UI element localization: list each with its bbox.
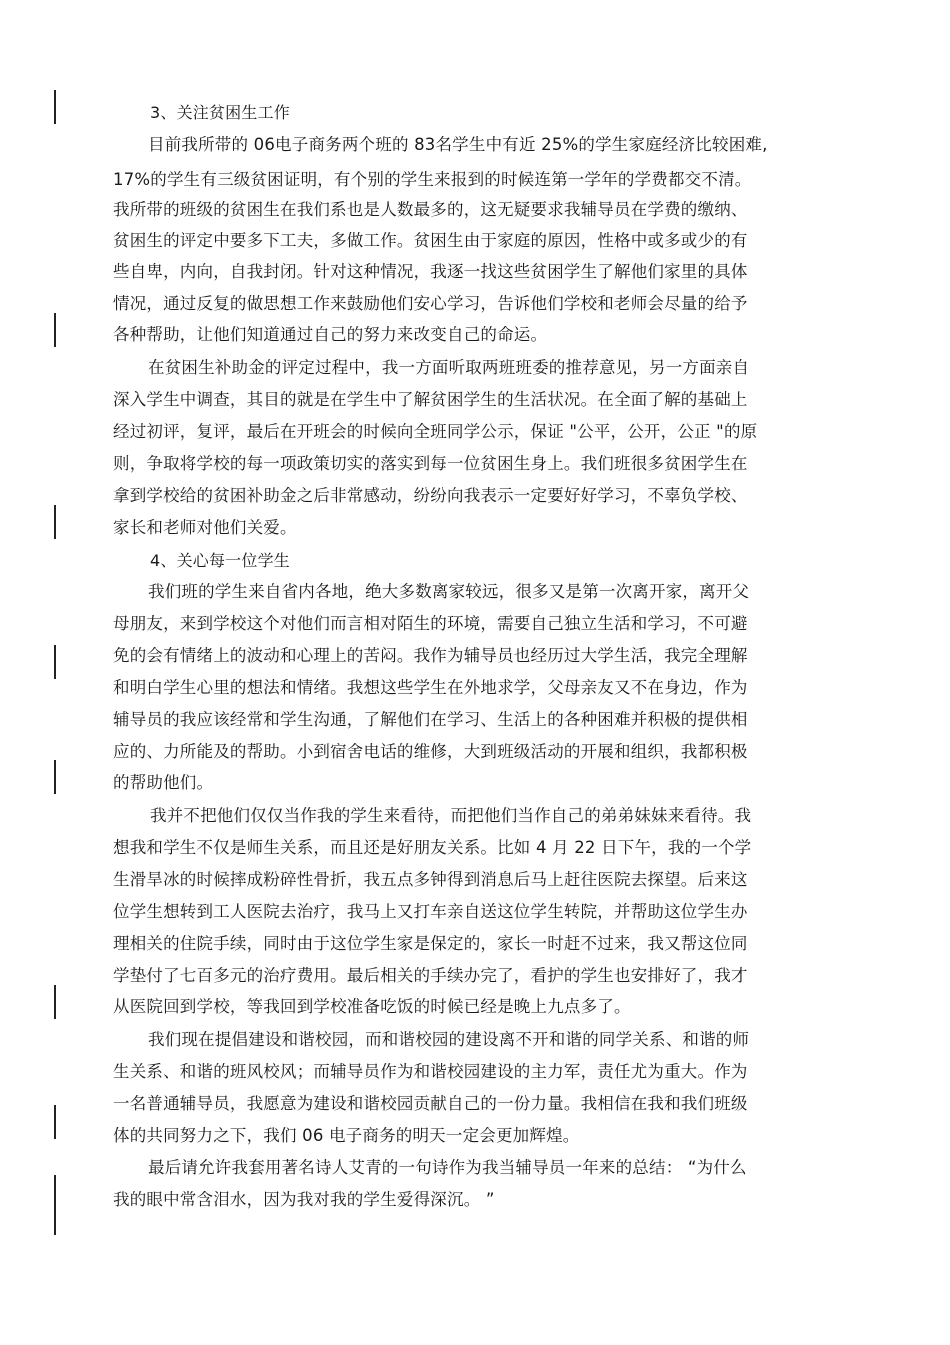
paragraph-line: 最后请允许我套用著名诗人艾青的一句诗作为我当辅导员一年来的总结： “为什么	[148, 1158, 747, 1177]
paragraph-line: 目前我所带的 06电子商务两个班的 83名学生中有近 25%的学生家庭经济比较困难,	[148, 135, 768, 154]
paragraph-line: 理相关的住院手续，同时由于这位学生家是保定的，家长一时赶不过来，我又帮这位同	[113, 934, 748, 953]
margin-mark	[54, 1105, 56, 1139]
paragraph-line: 则，争取将学校的每一项政策切实的落实到每一位贫困生身上。我们班很多贫困学生在	[113, 454, 748, 473]
margin-mark	[54, 985, 56, 1019]
paragraph-line: 经过初评，复评，最后在开班会的时候向全班同学公示，保证 "公平，公开，公正 "的原	[113, 422, 758, 441]
paragraph-line: 拿到学校给的贫困补助金之后非常感动，纷纷向我表示一定要好好学习，不辜负学校、	[113, 486, 748, 505]
margin-mark	[54, 645, 56, 679]
margin-mark	[54, 505, 56, 539]
paragraph-line: 深入学生中调查，其目的就是在学生中了解贫困学生的生活状况。在全面了解的基础上	[113, 390, 748, 409]
paragraph-line: 我所带的班级的贫困生在我们系也是人数最多的，这无疑要求我辅导员在学费的缴纳、	[113, 200, 748, 219]
margin-mark	[54, 1175, 56, 1235]
paragraph-line: 情况，通过反复的做思想工作来鼓励他们安心学习，告诉他们学校和老师会尽量的给予	[113, 294, 748, 313]
paragraph-line: 些自卑，内向，自我封闭。针对这种情况，我逐一找这些贫困学生了解他们家里的具体	[113, 262, 748, 281]
paragraph-line: 从医院回到学校，等我回到学校准备吃饭的时候已经是晚上九点多了。	[113, 997, 631, 1016]
paragraph-line: 我并不把他们仅仅当作我的学生来看待，而把他们当作自己的弟弟妹妹来看待。我	[150, 806, 752, 825]
paragraph-line: 生滑旱冰的时候摔成粉碎性骨折，我五点多钟得到消息后马上赶往医院去探望。后来这	[113, 870, 748, 889]
paragraph-line: 我们现在提倡建设和谐校园，而和谐校园的建设离不开和谐的同学关系、和谐的师	[148, 1030, 750, 1049]
paragraph-line: 体的共同努力之下，我们 06 电子商务的明天一定会更加辉煌。	[113, 1126, 580, 1145]
section-heading: 3、关注贫困生工作	[150, 103, 290, 122]
paragraph-line: 生关系、和谐的班风校风；而辅导员作为和谐校园建设的主力军，责任尤为重大。作为	[113, 1062, 748, 1081]
paragraph-line: 家长和老师对他们关爱。	[113, 518, 297, 537]
paragraph-line: 和明白学生心里的想法和情绪。我想这些学生在外地求学，父母亲友又不在身边，作为	[113, 678, 748, 697]
paragraph-line: 母朋友，来到学校这个对他们而言相对陌生的环境，需要自己独立生活和学习，不可避	[113, 614, 748, 633]
paragraph-line: 我们班的学生来自省内各地，绝大多数离家较远，很多又是第一次离开家，离开父	[148, 582, 750, 601]
margin-mark	[54, 760, 56, 794]
paragraph-line: 位学生想转到工人医院去治疗，我马上又打车亲自送这位学生转院，并帮助这位学生办	[113, 902, 748, 921]
paragraph-line: 应的、力所能及的帮助。小到宿舍电话的维修，大到班级活动的开展和组织，我都积极	[113, 742, 748, 761]
section-heading: 4、关心每一位学生	[150, 551, 290, 570]
paragraph-line: 17%的学生有三级贫困证明，有个别的学生来报到的时候连第一学年的学费都交不清。	[113, 170, 752, 189]
paragraph-line: 免的会有情绪上的波动和心理上的苦闷。我作为辅导员也经历过大学生活，我完全理解	[113, 646, 748, 665]
paragraph-line: 的帮助他们。	[113, 773, 214, 792]
paragraph-line: 一名普通辅导员，我愿意为建设和谐校园贡献自己的一份力量。我相信在我和我们班级	[113, 1094, 748, 1113]
paragraph-line: 辅导员的我应该经常和学生沟通，了解他们在学习、生活上的各种困难并积极的提供相	[113, 710, 748, 729]
paragraph-line: 贫困生的评定中要多下工夫，多做工作。贫困生由于家庭的原因，性格中或多或少的有	[113, 231, 748, 250]
paragraph-line: 想我和学生不仅是师生关系，而且还是好朋友关系。比如 4 月 22 日下午，我的一个学	[113, 838, 752, 857]
margin-mark	[54, 313, 56, 347]
paragraph-line: 在贫困生补助金的评定过程中，我一方面听取两班班委的推荐意见，另一方面亲自	[148, 358, 750, 377]
paragraph-line: 我的眼中常含泪水，因为我对我的学生爱得深沉。 ”	[113, 1190, 495, 1209]
paragraph-line: 学垫付了七百多元的治疗费用。最后相关的手续办完了，看护的学生也安排好了，我才	[113, 966, 748, 985]
paragraph-line: 各种帮助，让他们知道通过自己的努力来改变自己的命运。	[113, 325, 548, 344]
margin-mark	[54, 90, 56, 124]
